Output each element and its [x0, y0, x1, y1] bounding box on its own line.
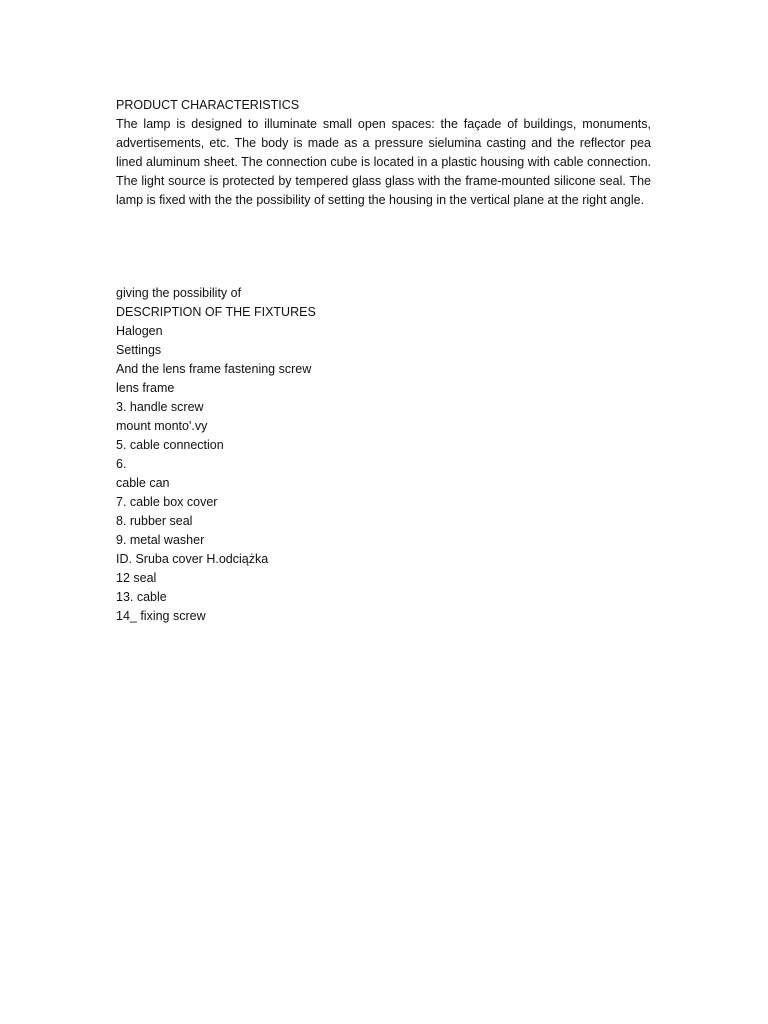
list-item: 5. cable connection — [116, 438, 224, 452]
list-item: 14_ fixing screw — [116, 609, 206, 623]
list-item: cable can — [116, 476, 170, 490]
fixtures-heading: DESCRIPTION OF THE FIXTURES — [116, 305, 316, 319]
list-item: 13. cable — [116, 590, 167, 604]
list-item: Halogen — [116, 324, 163, 338]
list-item: 3. handle screw — [116, 400, 204, 414]
fixtures-list — [116, 284, 316, 626]
list-item: 6. — [116, 457, 127, 471]
product-characteristics-heading: PRODUCT CHARACTERISTICS — [116, 98, 300, 112]
product-characteristics-paragraph: The lamp is designed to illuminate small open spaces: the façade of buildings, monuments, advertisements, etc. The body is made as a pressure sielumina casting and the reflector pea lined aluminum sheet. The connection cube is located in a plastic housing with cable connection. The light source is protected by tempered glass glass with the frame-mounted silicone seal. The lamp is fixed with the the possibility of setting the housing in the vertical plane at the right angle. — [116, 117, 651, 207]
list-item: mount monto'.vy — [116, 419, 208, 433]
list-item: And the lens frame fastening screw — [116, 362, 312, 376]
list-item: 9. metal washer — [116, 533, 205, 547]
document-page — [116, 96, 651, 623]
list-item: Settings — [116, 343, 162, 357]
list-item: 8. rubber seal — [116, 514, 193, 528]
list-item: ID. Sruba cover H.odciążka — [116, 552, 269, 566]
list-item: giving the possibility of — [116, 286, 242, 300]
list-item: 12 seal — [116, 571, 157, 585]
list-item: lens frame — [116, 381, 175, 395]
list-item: 7. cable box cover — [116, 495, 218, 509]
